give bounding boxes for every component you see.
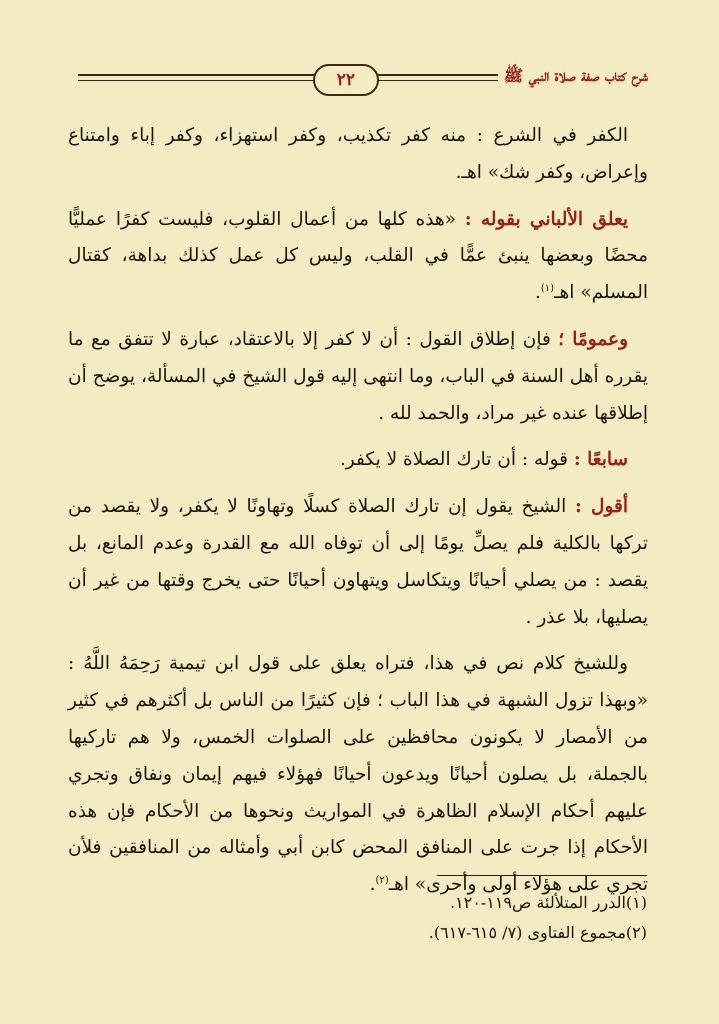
paragraph-text: «هذه كلها من أعمال القلوب، فليست كفرًا عمليًّا محضًا وبعضها ينبئ عمًّا في القلب، وليس كل عمل كذلك بداهة، كقتال المسلم» اهـ <box>68 208 648 304</box>
paragraph-text: وللشيخ كلام نص في هذا، فتراه يعلق على قول ابن تيمية رَحِمَهُ اللَّهُ : «وبهذا تزول الشبهة في هذا الباب ؛ فإن كثيرًا من الناس بل أكثرهم في كثير من الأمصار لا يكونون محافظين على الصلوات الخمس، ولا هم تاركيها بالجملة، بل يصلون أحيانًا ويدعون أحيانًا فهؤلاء فيهم إيمان ونفاق وتجري عليهم أحكام الإسلام الظاهرة في المواريث ونحوها من الأحكام فإن هذه الأحكام إذا جرت على المنافق المحض كابن أبي وأمثاله من المنافقين فلأن تجري على هؤلاء أولى وأحرى» اهـ <box>68 653 648 896</box>
paragraph-5 <box>68 489 648 636</box>
paragraph-6 <box>68 646 648 904</box>
page-header <box>78 58 648 98</box>
running-title: شرح كتاب صفة صلاة النبي ﷺ <box>498 66 648 89</box>
paragraph-text: فإن إطلاق القول : أن لا كفر إلا بالاعتقاد، عبارة لا تتفق مع ما يقرره أهل السنة في الباب، وما انتهى إليه قول الشيخ في المسألة، يوضح أن إطلاقها عنده غير مراد، والحمد لله . <box>68 328 648 424</box>
paragraph-1 <box>68 118 648 192</box>
paragraph-tail: . <box>534 282 541 304</box>
page-number: ٢٢ <box>313 64 379 96</box>
paragraph-text: الكفر في الشرع : منه كفر تكذيب، وكفر استهزاء، وكفر إباء وامتناع وإعراض، وكفر شك» اهـ. <box>68 125 648 183</box>
paragraph-lead: سابعًا : <box>573 449 628 471</box>
paragraph-lead: يعلق الألباني بقوله : <box>464 208 629 230</box>
paragraph-2 <box>68 202 648 312</box>
paragraph-3 <box>68 322 648 432</box>
paragraph-4 <box>68 442 648 479</box>
paragraph-tail: . <box>369 874 376 896</box>
paragraph-text: قوله : أن تارك الصلاة لا يكفر. <box>339 449 574 471</box>
main-text <box>68 118 648 914</box>
footnote-ref: (٢) <box>375 874 389 886</box>
footnote-2: (٢)مجموع الفتاوى (٧/ ٦١٥-٦١٧). <box>428 923 647 942</box>
paragraph-lead: أقول : <box>574 496 628 518</box>
paragraph-text: الشيخ يقول إن تارك الصلاة كسلًا وتهاونًا لا يكفر، ولا يقصد من تركها بالكلية فلم يصلِّ يومًا إلى أن توفاه الله مع القدرة وعدم المانع، بل يقصد : من يصلي أحيانًا ويتكاسل ويتهاون أحيانًا حتى يخرج وقتها من غير أن يصليها، بلا عذر . <box>68 496 648 628</box>
footnote-1: (١)الدرر المتلألئة ص١١٩-١٢٠. <box>449 893 647 912</box>
paragraph-lead: وعمومًا ؛ <box>558 328 628 350</box>
footnote-ref: (١) <box>540 283 555 295</box>
footnotes <box>227 888 647 948</box>
footnote-separator <box>437 875 647 876</box>
